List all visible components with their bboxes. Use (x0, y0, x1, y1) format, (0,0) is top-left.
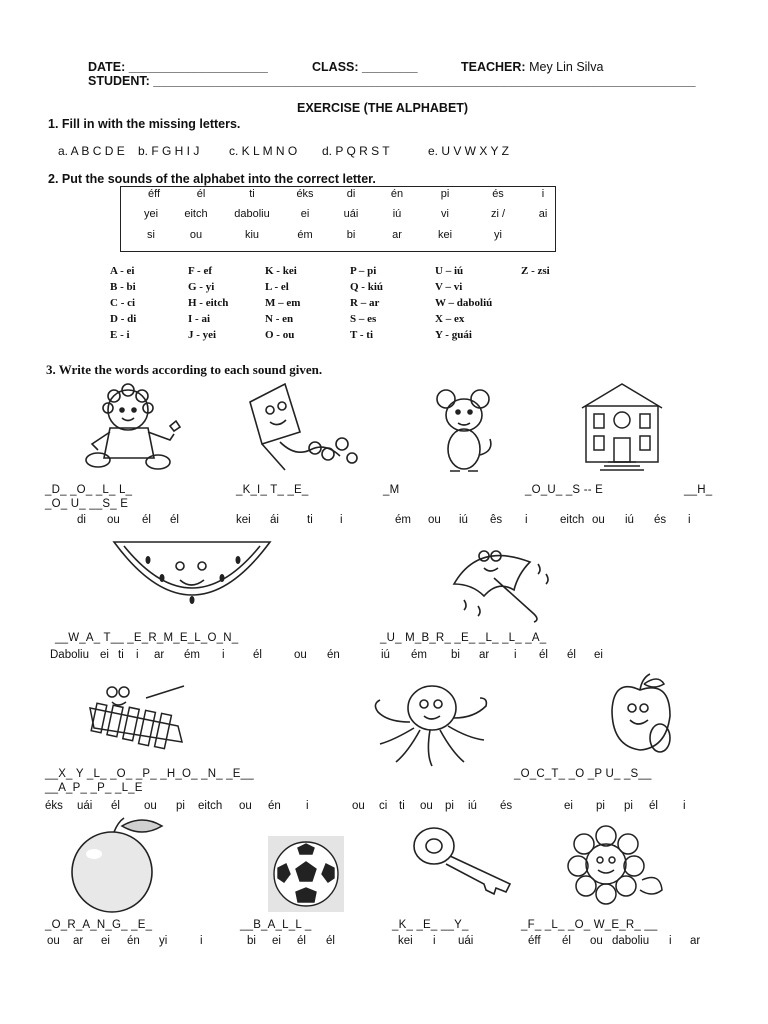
sound-hint: ou (428, 514, 441, 526)
mapping-item: L - el (265, 281, 289, 293)
sound-hint: én (127, 935, 140, 947)
sound-hint: ou (107, 514, 120, 526)
sound-hint: én (327, 649, 340, 661)
sound-hint: ti (307, 514, 313, 526)
word-doll: _D_ _O_ _L_ L_ (45, 484, 133, 496)
sound: ei (300, 208, 310, 220)
sound-hint: ar (690, 935, 701, 947)
teacher-name: Mey Lin Silva (529, 60, 604, 74)
sound-hint: ou (47, 935, 60, 947)
sound-hint: ou (144, 800, 157, 812)
sounds-row-2 (121, 208, 555, 226)
mapping-item: I - ai (188, 313, 210, 325)
sound-hint: él (142, 514, 151, 526)
sound-hint: ou (239, 800, 252, 812)
word-apple: __A_P_ _P_ _L_E (45, 782, 143, 794)
ex1-item-b: b. F G H I J (138, 144, 200, 158)
sound-hint: pi (596, 800, 605, 812)
sound-hint: eitch (560, 514, 585, 526)
sound-hint: i (200, 935, 203, 947)
sound-hint: daboliu (612, 935, 650, 947)
sound-hint: és (654, 514, 667, 526)
sound-hint: pi (624, 800, 633, 812)
sound-hint: ar (73, 935, 84, 947)
word-house-end: _O_ U_ __S_ E (45, 498, 129, 510)
word-ball: __B_A_L_L _ (240, 919, 312, 931)
sound-hint: i (222, 649, 225, 661)
sounds-row-1 (121, 188, 555, 206)
mapping-column-3 (265, 263, 300, 343)
sound: ti (249, 188, 255, 200)
mapping-item: X – ex (435, 313, 465, 325)
word-kite: _K_I_ T_ _E_ (236, 484, 309, 496)
mapping-item: T - ti (350, 329, 374, 341)
kite-illustration (240, 382, 370, 477)
mapping-item: J - yei (188, 329, 217, 341)
flower-illustration (556, 820, 666, 912)
mapping-item: H - eitch (188, 297, 229, 309)
word-flower: _F_ _L_ _O_ W_E_R_ __ (521, 919, 658, 931)
sound-hint: i (525, 514, 528, 526)
sound-hint: ti (399, 800, 405, 812)
sound-hint: ei (564, 800, 573, 812)
sound-hint: i (306, 800, 309, 812)
sound-hint: és (500, 800, 513, 812)
sound: kiu (244, 229, 260, 241)
word-xylophone: __X_ Y _L_ _O_ _P_ _H_O_ _N_ _E__ (45, 768, 254, 780)
sound-hint: ái (270, 514, 279, 526)
sound: kei (437, 229, 453, 241)
sound-hint: ou (420, 800, 433, 812)
sound-hint: i (514, 649, 517, 661)
teacher-label: TEACHER: (461, 60, 526, 74)
sound-hint: én (268, 800, 281, 812)
sound-hint: i (669, 935, 672, 947)
sound: daboliu (234, 208, 270, 220)
sound: én (390, 188, 404, 200)
mapping-item: A - ei (110, 265, 135, 277)
exercise-1-instruction: 1. Fill in with the missing letters. (48, 117, 241, 131)
sound-hint: ar (479, 649, 490, 661)
sound-hint: eitch (198, 800, 223, 812)
mapping-column-2 (188, 263, 228, 343)
sound: ai (538, 208, 548, 220)
mapping-item: B - bi (110, 281, 136, 293)
sound-hint: él (649, 800, 658, 812)
ex1-item-d: d. P Q R S T (322, 144, 390, 158)
mapping-column-6 (521, 263, 550, 279)
sound: iú (392, 208, 402, 220)
sound-hint: ou (352, 800, 365, 812)
sound-hint: di (77, 514, 86, 526)
word-octopus: _O_C_T_ _O _P U_ _S__ (514, 768, 652, 780)
sound: pi (440, 188, 450, 200)
sounds-box (120, 186, 556, 252)
mapping-item: E - i (110, 329, 130, 341)
sounds-row-3 (121, 229, 555, 247)
sound-hint: uái (458, 935, 474, 947)
student-field: STUDENT: ______________________________________________________________________________ (88, 74, 696, 88)
octopus-illustration (368, 682, 492, 768)
exercise-2-instruction: 2. Put the sounds of the alphabet into the correct letter. (48, 172, 376, 186)
mapping-item: M – em (265, 297, 301, 309)
doll-illustration (78, 382, 188, 472)
sound-hint: ci (379, 800, 388, 812)
sound: éks (296, 188, 314, 200)
xylophone-illustration (86, 678, 190, 758)
sound-hint: iú (625, 514, 634, 526)
ex1-item-c: c. K L M N O (229, 144, 298, 158)
mapping-column-1 (110, 263, 136, 343)
sound: ou (189, 229, 203, 241)
sound-hint: i (433, 935, 436, 947)
mapping-item: F - ef (188, 265, 213, 277)
sound-hint: ou (294, 649, 307, 661)
sound-hint: ei (272, 935, 281, 947)
sound-hint: él (562, 935, 571, 947)
word-key: _K_ _E_ __Y_ (392, 919, 469, 931)
mapping-column-4 (350, 263, 383, 343)
sound-hint: ou (590, 935, 603, 947)
sound: él (196, 188, 206, 200)
sound-hint: él (567, 649, 576, 661)
sound-hint: ém (184, 649, 200, 661)
mapping-item: S – es (350, 313, 377, 325)
sound-hint: iú (468, 800, 477, 812)
mapping-item: Y - guái (435, 329, 472, 341)
mapping-item: P – pi (350, 265, 377, 277)
sound-hint: iú (459, 514, 468, 526)
sound: yi (494, 229, 502, 241)
mapping-column-5 (435, 263, 492, 343)
key-illustration (410, 822, 518, 898)
sound: éff (147, 188, 161, 200)
sound-hint: i (688, 514, 691, 526)
sound-hint: Daboliu (50, 649, 89, 661)
mapping-item: O - ou (265, 329, 295, 341)
sound-hint: uái (77, 800, 93, 812)
word-watermelon: __W_A_ T__ _E_R_M_E_L_O_N_ (55, 632, 239, 644)
mapping-item: D - di (110, 313, 137, 325)
sound-hint: yi (159, 935, 168, 947)
sound-hint: ei (100, 649, 109, 661)
sound-hint: kei (398, 935, 413, 947)
date-field: DATE: ____________________ (88, 60, 268, 74)
house-illustration (574, 380, 670, 472)
mapping-item: N - en (265, 313, 294, 325)
mapping-item: V – vi (435, 281, 463, 293)
exercise-3-instruction: 3. Write the words according to each sound given. (46, 362, 323, 377)
sound-hint: i (136, 649, 139, 661)
sound: és (492, 188, 504, 200)
sound-hint: éff (528, 935, 541, 947)
mapping-item: K - kei (265, 265, 297, 277)
sound-hint: ar (154, 649, 165, 661)
teacher-field (461, 60, 603, 74)
sound: yei (143, 208, 159, 220)
word-mouse: _M (383, 484, 400, 496)
sound-hint: ti (118, 649, 124, 661)
mapping-item: Q - kiú (350, 281, 384, 293)
sound-hint: pi (176, 800, 185, 812)
word-orange: _O_R_A_N_G_ _E_ (45, 919, 153, 931)
ball-illustration (268, 836, 344, 912)
sound-hint: kei (236, 514, 251, 526)
orange-illustration (62, 814, 172, 916)
sound: i (541, 188, 545, 200)
sound-hint: él (111, 800, 120, 812)
sound-hint: él (253, 649, 262, 661)
sound: si (147, 229, 155, 241)
sound: bi (346, 229, 356, 241)
sound-hint: i (340, 514, 343, 526)
sound: ém (297, 229, 313, 241)
sound: di (346, 188, 356, 200)
mapping-item: Z - zsi (521, 265, 550, 277)
sound: zi / (490, 208, 506, 220)
mapping-item: U – iú (435, 265, 464, 277)
ex1-item-a: a. A B C D E (58, 144, 125, 158)
sound: eitch (184, 208, 208, 220)
umbrella-illustration (448, 544, 558, 624)
sound: uái (343, 208, 359, 220)
sound-hint: ei (101, 935, 110, 947)
mapping-item: W – daboliú (435, 297, 493, 309)
ex1-item-e: e. U V W X Y Z (428, 144, 509, 158)
sound-hint: éks (45, 800, 63, 812)
mapping-item: G - yi (188, 281, 215, 293)
sound-hint: él (297, 935, 306, 947)
sound-hint: bi (247, 935, 256, 947)
word-umbrella: _U_ M_B_R_ _E_ _L_ _L_ _A_ (380, 632, 547, 644)
word-mouse-end: _O_U_ _S -- E (525, 484, 604, 496)
sound-hint: ei (594, 649, 603, 661)
sound-hint: él (539, 649, 548, 661)
sound: vi (441, 208, 449, 220)
watermelon-illustration (110, 538, 275, 620)
sound-hint: ês (490, 514, 503, 526)
sound-hint: él (326, 935, 335, 947)
mapping-item: R – ar (350, 297, 380, 309)
word-house: __H_ (684, 484, 713, 496)
sound-hint: ém (411, 649, 427, 661)
sound-hint: ou (592, 514, 605, 526)
sound-hint: iú (381, 649, 390, 661)
sound-hint: ém (395, 514, 411, 526)
page-title: EXERCISE (THE ALPHABET) (297, 101, 469, 115)
mouse-illustration (428, 385, 503, 477)
sound: ar (392, 229, 402, 241)
sound-hint: i (683, 800, 686, 812)
class-field: CLASS: ________ (312, 60, 418, 74)
sound-hint: bi (451, 649, 460, 661)
apple-illustration (604, 670, 678, 756)
sound-hint: pi (445, 800, 454, 812)
mapping-item: C - ci (110, 297, 136, 309)
sound-hint: él (170, 514, 179, 526)
